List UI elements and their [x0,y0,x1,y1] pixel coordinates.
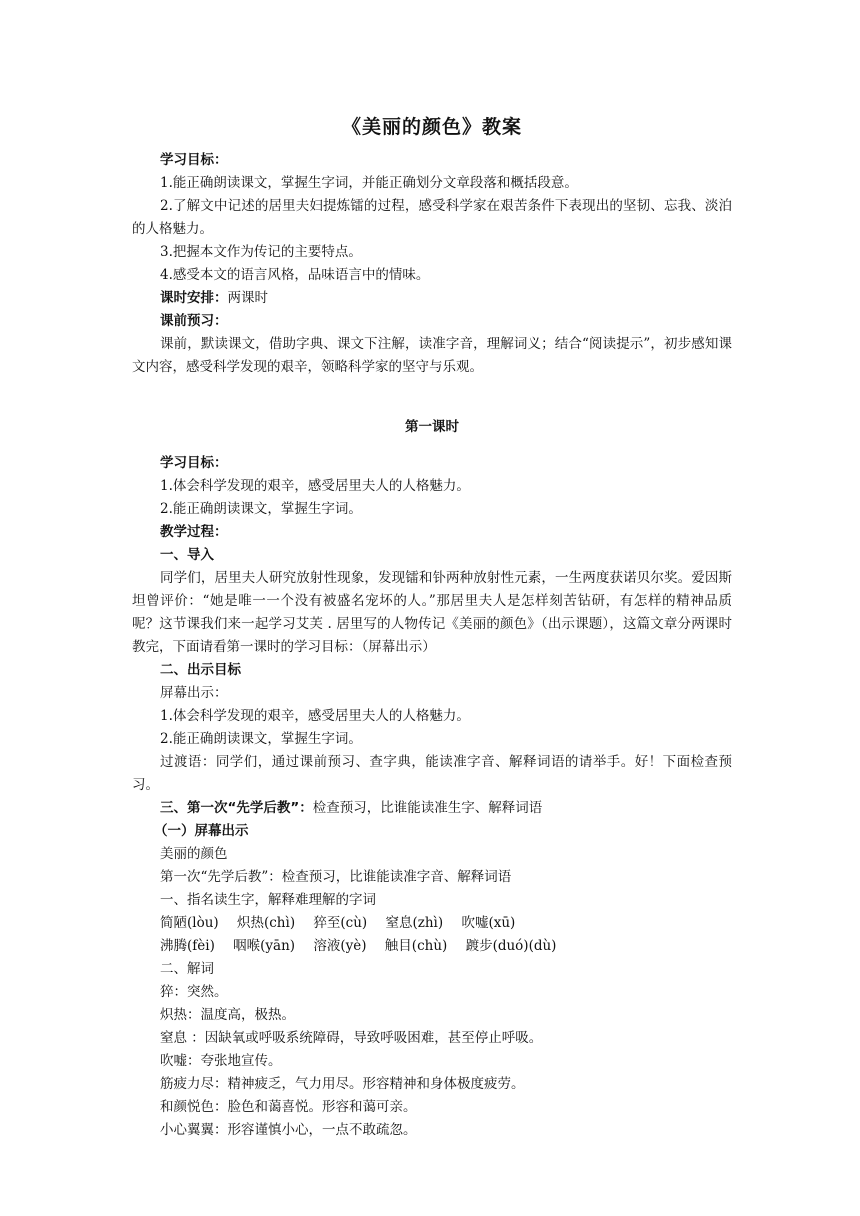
vocab-row [132,935,732,958]
vocab-item: 咽喉(yān) [233,938,296,954]
definition-item: 小心翼翼：形容谨慎小心，一点不敢疏忽。 [160,1122,417,1138]
subsection-heading: （一）屏幕出示 [154,823,249,839]
section-intro-text: 同学们，居里夫人研究放射性现象，发现镭和钋两种放射性元素，一生两度获诺贝尔奖。爱因斯坦曾评价：“她是唯一一个没有被盛名宠坏的人。”那居里夫人是怎样刻苦钻研，有怎样的精神品质呢？这节课我们来一起学习艾芙 . 居里写的人物传记《美丽的颜色》（出示课题），这篇文章分两课时教完，下面请看第一课时的学习目标：（屏幕出示） [132,570,732,655]
section-preview-check-heading [132,797,732,820]
lesson-goals-heading: 学习目标： [160,455,228,471]
vocab-item: 踱步(duó)(dù) [465,938,557,954]
preview-heading: 课前预习： [160,313,228,329]
document-page [132,112,732,1142]
section-preview-check-bold: 三、第一次“先学后教”： [160,800,313,816]
explain-heading: 二、解词 [160,961,214,977]
definition-item: 和颜悦色：脸色和蔼喜悦。形容和蔼可亲。 [160,1099,417,1115]
vocab-item: 触目(chù) [384,938,448,954]
vocab-item: 沸腾(fèi) [160,938,215,954]
schedule-value: 两课时 [227,290,268,306]
vocab-item: 溶液(yè) [313,938,367,954]
definition-item: 窒息 ：因缺氧或呼吸系统障碍，导致呼吸困难，甚至停止呼吸。 [160,1030,543,1046]
vocab-item: 炽热(chì) [236,915,296,931]
vocab-row [132,912,732,935]
goal-item: 4.感受本文的语言风格，品味语言中的情味。 [160,267,430,283]
lesson-heading: 第一课时 [405,418,459,435]
screen-line: 一、指名读生字，解释难理解的字词 [160,892,376,908]
screen-goal-item: 2.能正确朗读课文，掌握生字词。 [160,731,362,747]
lesson-goal-item: 1.体会科学发现的艰辛，感受居里夫人的人格魅力。 [160,478,470,494]
schedule-label: 课时安排： [160,290,228,306]
vocab-item: 吹嘘(xū) [461,915,516,931]
process-heading: 教学过程： [160,524,228,540]
section-preview-check-rest: 检查预习，比谁能读准生字、解释词语 [312,800,543,816]
schedule-line [132,287,732,310]
section-goals-heading: 二、出示目标 [160,662,241,678]
goal-item: 2.了解文中记述的居里夫妇提炼镭的过程，感受科学家在艰苦条件下表现出的坚韧、忘我、淡泊的人格魅力。 [132,198,732,237]
vocab-item: 简陋(lòu) [160,915,219,931]
screen-display-label: 屏幕出示： [160,685,228,701]
goal-item: 1.能正确朗读课文，掌握生字词，并能正确划分文章段落和概括段意。 [160,175,578,191]
lesson-goal-item: 2.能正确朗读课文，掌握生字词。 [160,501,362,517]
definition-item: 猝：突然。 [160,984,228,1000]
transition-text: 过渡语：同学们，通过课前预习、查字典，能读准字音、解释词语的请举手。好！下面检查预习。 [132,754,732,793]
screen-line: 第一次“先学后教”：检查预习，比谁能读准字音、解释词语 [160,869,512,885]
section-intro-heading: 一、导入 [160,547,214,563]
vocab-item: 窒息(zhì) [385,915,444,931]
vocab-item: 猝至(cù) [313,915,368,931]
screen-goal-item: 1.体会科学发现的艰辛，感受居里夫人的人格魅力。 [160,708,470,724]
definition-item: 吹嘘：夸张地宣传。 [160,1053,282,1069]
screen-line: 美丽的颜色 [160,846,228,862]
definition-item: 炽热：温度高，极热。 [160,1007,295,1023]
preview-text: 课前，默读课文，借助字典、课文下注解，读准字音，理解词义；结合“阅读提示”，初步感知课文内容，感受科学发现的艰辛，领略科学家的坚守与乐观。 [132,336,732,375]
goals-heading: 学习目标： [160,152,228,168]
goal-item: 3.把握本文作为传记的主要特点。 [160,244,362,260]
definition-item: 筋疲力尽：精神疲乏，气力用尽。形容精神和身体极度疲劳。 [160,1076,525,1092]
document-title: 《美丽的颜色》教案 [341,116,522,138]
